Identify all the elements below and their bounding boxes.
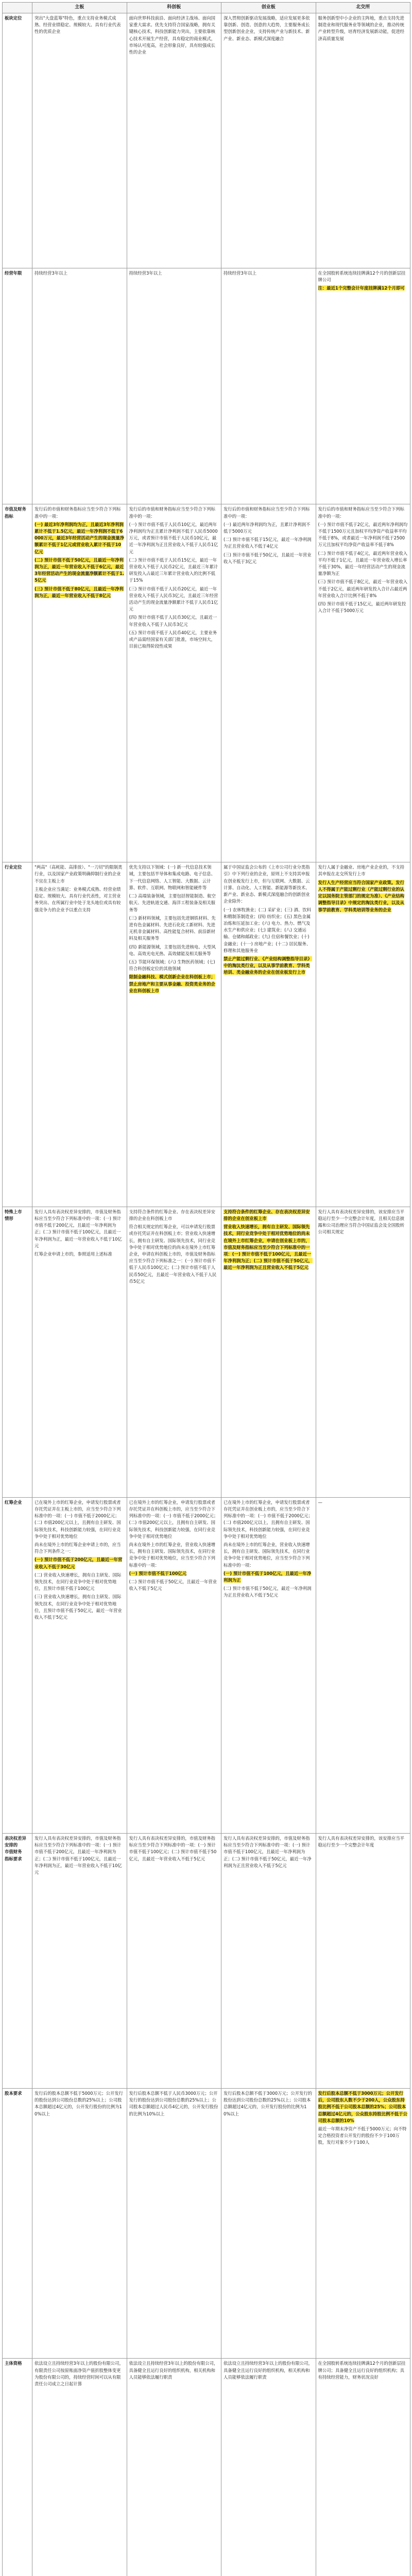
cell-text: 依法设立且持续经营3年以上的股份有限公司，具备健全且运行良好的组织机构，相关机构和人员能够依法履行职责 [224,2361,313,2380]
cell-text: (二) 预计市值不低于人民币15亿元，最近一年营业收入不低于人民币2亿元，且最近三年累计研发投入占最近三年累计营业收入的比例不低于15% [129,557,218,583]
cell-paragraph [129,270,219,277]
cell-main-board [32,268,127,504]
row-label: 经营年限 [3,268,32,504]
cell-text: 发行人具有表决权差异安排的，市值及财务指标应当至少符合下列标准中的一项：(一) 预计市值不低于200亿元，且最近一年净利润为正；(二) 预计市值不低于100亿元，且最近一年净利润为正，最近一年营业收入不低于10亿元 [35,1836,122,1875]
cell-paragraph [318,2360,408,2381]
cell-text: 发行人具有表决权差异安排的，市值及财务指标应当至少符合下列标准中的一项：(一) 预计市值不低于100亿元；(二) 预计市值不低于50亿元，且最近一年营业收入不低于5亿元 [129,1836,217,1861]
cell-chinext [221,1834,316,2089]
cell-bse [316,1207,410,1497]
header-corner [3,3,32,13]
cell-paragraph [129,864,219,891]
cell-text: 依法设立且持续经营3年以上的股份有限公司，有限责任公司按原账面净资产值折股整体变更为股份有限公司的，持续经营时间可以从有限责任公司成立之日起计算 [35,2361,124,2387]
cell-text: 依法设立且持续经营3年以上的股份有限公司，具备健全且运行良好的组织机构，相关机构和人员能够依法履行职责 [129,2361,218,2380]
cell-chinext [221,268,316,504]
cell-bse [316,268,410,504]
cell-paragraph [318,864,408,877]
cell-bse [316,1497,410,1833]
cell-paragraph [129,1541,219,1569]
highlighted-text: 支持符合条件的红筹企业、存在表决权差异安排的企业在创业板上市 [224,1209,310,1221]
cell-paragraph [224,521,314,535]
cell-text: (二) 预计市值不低于15亿元，最近一年净利润为正且营业收入不低于4亿元 [224,537,312,549]
cell-text: 在全国股转系统连续挂牌满12个月的创新层挂牌公司 [318,270,406,283]
cell-paragraph [129,1579,219,1592]
cell-text: 最近一年期末净资产不低于5000万元；向不特定合格投资者公开发行的股份不少于100万股，发行对象不少于100人 [318,2126,407,2145]
cell-paragraph [129,974,219,994]
cell-paragraph [318,2090,408,2124]
table-row [3,1834,410,2089]
cell-star-market [127,13,221,268]
cell-text: 在全国股转系统连续挂牌满12个月的创新层挂牌公司；具备健全且运行良好的组织机构；具有持续经营能力，财务状况良好 [318,2361,406,2380]
cell-paragraph [35,1556,125,1570]
cell-star-market [127,862,221,1207]
cell-paragraph [224,552,314,565]
cell-text: 优先支持以下领域：(一) 新一代信息技术领域，主要包括半导体和集成电路、电子信息、下一代信息网络、人工智能、大数据、云计算、软件、互联网、物联网和智能硬件等 [129,865,215,890]
cell-main-board [32,2359,127,2576]
cell-text: 发行后的市值和财务指标应当至少符合下列标准中的一项： [318,506,404,519]
cell-text: (二) 预计市值不低于50亿元，且最近一年营业收入不低于5亿元 [129,1579,217,1591]
cell-main-board [32,1834,127,2089]
cell-paragraph [129,15,219,56]
cell-star-market [127,2089,221,2359]
cell-paragraph [224,956,314,976]
cell-text: 已在境外上市的红筹企业，申请发行股票或者存托凭证并在科创板上市的，应当至少符合下列标准中的一项：(一) 市值不低于2000亿元；(二) 市值200亿元以上，且拥有自主研发、国际领先技术，科技创新能力较强，在同行业竞争中处于相对优势地位 [129,1499,218,1539]
cell-paragraph [129,506,219,519]
cell-paragraph [129,1835,219,1862]
cell-text: (二) 高端装备领域，主要包括智能制造、航空航天、先进轨道交通、海洋工程装备及相关服务等 [129,893,216,912]
cell-chinext [221,13,316,268]
cell-bse [316,2359,410,2576]
cell-paragraph [129,959,219,972]
cell-text: (五) 预计市值不低于人民币40亿元，主要业务或产品需经国家有关部门批准，市场空间大，目前已取得阶段性成果 [129,630,217,649]
cell-text: 主板企业应当满足：业务模式成熟、经营业绩稳定、规模较大、具有行业代表性，对主营业务突出、在所属行业中处于龙头地位或具有较强竞争力的企业予以重点支持 [35,886,121,912]
table-row [3,504,410,862]
cell-star-market [127,504,221,862]
cell-paragraph [35,521,125,555]
cell-paragraph [318,15,408,42]
highlighted-text: 限制金融科技、模式创新企业在科创板上市；禁止房地产和主要从事金融、投资类业务的企业在科创板上市 [129,974,215,993]
cell-text: (三) 预计市值不低于人民币20亿元，最近一年营业收入不低于人民币3亿元，且最近三年经营活动产生的现金流量净额累计不低于人民币1亿元 [129,586,218,612]
cell-text: (一) 预计市值不低于2亿元，最近两年净利润均不低于1500万元且加权平均净资产收益率平均不低于8%，或者最近一年净利润不低于2500万元且加权平均净资产收益率不低于8% [318,521,408,548]
cell-text: 属于中国证监会公布的《上市公司行业分类指引》中下列行业的企业，原则上不支持其申报在创业板发行上市，但与互联网、大数据、云计算、自动化、人工智能、新能源等新技术、新产业、新业态、新模式深度融合的创新创业企业除外： [224,865,310,904]
highlighted-text: 发行人生产经营应当符合国家产业政策。发行人不得属于产能过剩行业（产能过剩行业的认定以国务院主管部门的规定为准）、《产业结构调整指导目录》中规定的淘汰类行业，以及从事学前教育、学科类培训等业务的企业 [318,879,404,912]
cell-chinext [221,1497,316,1833]
cell-text: 已在境外上市的红筹企业，申请发行股票或者存托凭证并在创业板上市的，应当至少符合下列标准中的一项：(一) 市值不低于2000亿元；(二) 市值200亿元以上，且拥有自主研发、国际领先技术，科技创新能力较强，在同行业竞争中处于相对优势地位 [224,1499,313,1539]
cell-text: 发行人具有表决权差异安排的，该安排应当平稳运行至少一个完整会计年度，且相关信息披露和公司治理应当符合中国证监会及全国股转公司相关规定 [318,1209,404,1235]
cell-text: (四) 预计市值不低于15亿元，最近两年研发投入合计不低于5000万元 [318,601,406,614]
cell-paragraph [129,521,219,555]
table-row [3,2359,410,2576]
cell-paragraph [35,886,125,913]
cell-text: 突出"大盘蓝筹"特色，重点支持业务模式成熟、经营业绩稳定、规模较大、具有行业代表性的优质企业 [35,15,121,35]
cell-paragraph [129,2090,219,2117]
cell-paragraph [224,1209,314,1222]
cell-paragraph [35,586,125,599]
cell-bse [316,862,410,1207]
cell-paragraph [35,1835,125,1876]
cell-paragraph [224,1224,314,1271]
cell-paragraph [129,1224,219,1285]
cell-main-board [32,504,127,862]
cell-paragraph [224,536,314,550]
cell-text: 发行后股本总额不低于人民币3000万元；公开发行的股份达到公司股份总数的25%以上；公司股本总额超过人民币4亿元的，公开发行股份的比例为10%以上 [129,2091,218,2116]
cell-text: (四) 预计市值不低于人民币30亿元，且最近一年营业收入不低于人民币3亿元 [129,615,217,627]
highlighted-text: 营业收入快速增长，拥有自主研发、国际领先技术，同行业竞争中处于相对优势地位的尚未在境外上市红筹企业，申请在创业板上市的，市值及财务指标应当至少符合下列标准中的一项：(一) 预计市值不低于100亿元，且最近一年净利润为正；(二) 预计市值不低于50亿元，最近一年净利润为正且营业收入不低于5亿元 [224,1224,313,1270]
row-label: 表决权差异 安排的 市值财务 指标要求 [3,1834,32,2089]
highlighted-text: (一) 预计市值不低于100亿元 [129,1570,187,1576]
cell-star-market [127,1834,221,2089]
cell-text: (三) 预计市值不低于50亿元，且最近一年营业收入不低于3亿元 [224,552,312,564]
cell-main-board [32,1497,127,1833]
cell-text: 发行人具有表决权差异安排的，市值及财务指标应当至少符合下列标准中的一项：(一) 预计市值不低于100亿元，且最近一年净利润为正；(二) 预计市值不低于50亿元，最近一年净利润为正且营业收入不低于5亿元 [224,1836,312,1868]
row-label: 股本要求 [3,2089,32,2359]
cell-text: (四) 新能源领域，主要包括先进核电、大型风电、高效光电光热、高效储能及相关服务等 [129,944,216,956]
cell-text: 支持符合条件的红筹企业、存在表决权差异安排的企业在科创板上市 [129,1209,215,1221]
highlighted-text: 禁止产能过剩行业、《产业结构调整指导目录》中的淘汰类行业，以及从事学前教育、学科类培训、类金融业务的企业在创业板发行上市 [224,956,312,975]
row-label: 主体资格 [3,2359,32,2576]
cell-paragraph [35,1209,125,1249]
cell-paragraph [318,579,408,599]
cell-text: (二) 预计市值不低于50亿元，最近一年净利润为正且营业收入不低于5亿元 [224,1586,312,1598]
cell-paragraph [318,1209,408,1236]
row-label: 红筹企业 [3,1497,32,1833]
cell-text: (二) 营业收入快速增长，拥有自主研发、国际领先技术，在同行业竞争中处于相对优势地位，且预计市值不低于100亿元 [35,1572,122,1591]
cell-text: (三) 预计市值不低于8亿元，最近一年营业收入不低于2亿元，最近两年研发投入合计占最近两年营业收入合计比例不低于8% [318,579,408,598]
cell-paragraph [35,270,125,277]
cell-paragraph [129,915,219,942]
cell-paragraph [318,270,408,283]
cell-paragraph [318,550,408,578]
highlighted-text: (一) 预计市值不低于100亿元，且最近一年净利润为正 [224,1570,312,1583]
cell-paragraph [318,879,408,913]
cell-paragraph [129,893,219,913]
listing-requirements-table [2,2,410,2576]
cell-paragraph [224,506,314,519]
row-label: 行业定位 [3,862,32,1207]
cell-paragraph [224,15,314,42]
comparison-table-container [2,2,410,2576]
cell-text: (三) 营业收入快速增长，拥有自主研发、国际领先技术，在同行业竞争中处于相对优势地位，且预计市值不低于50亿元，最近一年营业收入不低于5亿元 [35,1594,122,1620]
table-row [3,1497,410,1833]
cell-text: 面向世界科技前沿、面向经济主战场、面向国家重大需求。优先支持符合国家战略，拥有关键核心技术，科技创新能力突出，主要依靠核心技术开展生产经营，具有稳定的商业模式，市场认可度高，社会形象良好，具有较强成长性的企业 [129,15,215,55]
highlighted-text: (二) 预计市值不低于50亿元，且最近一年净利润为正，最近一年营业收入不低于6亿元，最近3年经营活动产生的现金流量净额累计不低于1.5亿元 [35,557,124,583]
cell-paragraph [224,1570,314,1584]
cell-paragraph [318,601,408,614]
cell-bse [316,13,410,268]
cell-text: 发行后的市值和财务指标应当至少符合下列标准中的一项： [129,506,215,519]
highlighted-text: 注：最近1个完整会计年度挂牌满12个月即可 [318,285,405,291]
highlighted-text: (一) 最近3年净利润均为正，且最近3年净利润累计不低于1.5亿元，最近一年净利润不低于6000万元，最近3年经营活动产生的现金流量净额累计不低于1亿元或营业收入累计不低于10亿元 [35,521,125,554]
cell-main-board [32,1207,127,1497]
highlighted-text: (三) 预计市值不低于80亿元，且最近一年净利润为正，最近一年营业收入不低于8亿元 [35,586,124,598]
cell-text: 发行人属于金融业、房地产业企业的，不支持其申报在北交所发行上市 [318,865,404,877]
cell-text: "两高"（高耗能、高排放）、"一刀切"的限制类行业，以及国家产业政策明确抑制行业的企业不宜在主板上市 [35,865,123,884]
cell-chinext [221,2359,316,2576]
cell-paragraph [35,2090,125,2117]
header-chinext: 创业板 [221,3,316,13]
cell-paragraph [224,2360,314,2381]
row-label: 特殊上市 情形 [3,1207,32,1497]
cell-text: 持续经营3年以上 [129,270,162,276]
cell-text: (三) 新材料领域，主要包括先进钢铁材料、先进有色金属材料、先进石化化工新材料、先进无机非金属材料、高性能复合材料、前沿新材料及相关服务等 [129,915,216,941]
cell-paragraph [318,506,408,519]
cell-paragraph [318,1499,408,1506]
header-main-board: 主板 [32,3,127,13]
cell-text: 发行后的股本总额不低于5000万元；公开发行的股份达到公司股份总数的25%以上；公司股本总额超过4亿元的，公开发行股份的比例为10%以上 [35,2091,124,2116]
cell-main-board [32,2089,127,2359]
cell-paragraph [224,1835,314,1869]
cell-chinext [221,1207,316,1497]
cell-paragraph [318,2126,408,2146]
cell-paragraph [318,285,408,292]
cell-bse [316,2089,410,2359]
table-row [3,862,410,1207]
table-row [3,1207,410,1497]
cell-text: 服务创新型中小企业的主阵地，重点支持先进制造业和现代服务业等领域的企业，推动传统产业转型升级，培育经济发展新动能，促进经济高质量发展 [318,15,404,41]
cell-text: 发行后股本总额不低于3000万元；公开发行的股份达到公司股份总数的25%以上；公司股本总额超过4亿元的，公开发行股份的比例为10%以上 [224,2091,313,2116]
cell-text: 符合相关规定的红筹企业，可以申请发行股票或存托凭证并在科创板上市；营业收入快速增长，拥有自主研发、国际领先技术，同行业竞争中处于相对优势地位的尚未在境外上市红筹企业，申请在科创板上市的，市值及财务指标应当至少符合下列标准之一：(一) 预计市值不低于人民币100亿元；(二) 预计市值不低于人民币50亿元，且最近一年营业收入不低于人民币5亿元 [129,1224,217,1284]
cell-text: 发行人具有表决权差异安排的，该安排应当平稳运行至少一个完整会计年度 [318,1836,404,1848]
cell-text: 持续经营3年以上 [35,270,67,276]
cell-paragraph [129,944,219,957]
cell-paragraph [129,1570,219,1577]
highlighted-text: 发行后股本总额不低于3000万元；公开发行后，公司股东人数不少于200人，公众股东持股比例不低于公司股本总额的25%；公司股本总额超过4亿元的，公众股东持股比例不低于公司股本总额的10% [318,2091,407,2123]
header-row [3,3,410,13]
header-star-market: 科创板 [127,3,221,13]
cell-paragraph [224,864,314,905]
cell-paragraph [318,1835,408,1849]
cell-text: 发行后的市值和财务指标应当至少符合下列标准中的一项： [35,506,121,519]
cell-text: 尚未在境外上市的红筹企业，营业收入快速增长，拥有自主研发、国际领先技术，在同行业竞争中处于相对优势地位，应当至少符合下列标准中的一项： [129,1541,215,1568]
cell-paragraph [129,586,219,613]
cell-text: 已在境外上市的红筹企业，申请发行股票或者存托凭证并在主板上市的，应当至少符合下列标准中的一项：(一) 市值不低于2000亿元；(二) 市值200亿元以上，且拥有自主研发、国际领先技术，科技创新能力较强，在同行业竞争中处于相对优势地位 [35,1499,121,1539]
cell-paragraph [224,1585,314,1599]
cell-star-market [127,2359,221,2576]
cell-paragraph [35,1541,125,1555]
cell-text: 深入贯彻创新驱动发展战略，适应发展更多依靠创新、创造、创意的大趋势，主要服务成长型创新创业企业，支持传统产业与新技术、新产业、新业态、新模式深度融合 [224,15,310,41]
header-bse: 北交所 [316,3,410,13]
cell-star-market [127,1207,221,1497]
cell-paragraph [224,1499,314,1540]
cell-text: 尚未在境外上市的红筹企业申请上市的，应当符合下列条件之一： [35,1541,121,1554]
cell-paragraph [129,2360,219,2381]
cell-paragraph [224,1541,314,1569]
table-header [3,3,410,13]
cell-paragraph [35,1251,125,1258]
cell-text: 发行人具有表决权差异安排的，市值及财务指标应当至少符合下列标准中的一项：(一) 预计市值不低于200亿元，且最近一年净利润为正；(二) 预计市值不低于100亿元，且最近一年净利润为正，最近一年营业收入不低于10亿元 [35,1209,122,1248]
row-label: 板块定位 [3,13,32,268]
cell-paragraph [224,907,314,954]
cell-text: 持续经营3年以上 [224,270,256,276]
cell-text: (五) 节能环保领域；(六) 生物医药领域；(七) 符合科创板定位的其他领域 [129,959,215,972]
cell-chinext [221,2089,316,2359]
cell-paragraph [35,1594,125,1621]
cell-paragraph [35,506,125,519]
cell-text: 发行后的市值和财务指标应当至少符合下列标准中的一项： [224,506,310,519]
cell-paragraph [129,1209,219,1222]
cell-text: 红筹企业申请上市的，参照适用上述标准 [35,1251,112,1257]
cell-star-market [127,268,221,504]
cell-bse [316,1834,410,2089]
cell-paragraph [35,557,125,584]
cell-paragraph [35,864,125,885]
cell-text: (一) 最近两年净利润均为正，且累计净利润不低于5000万元 [224,521,311,534]
cell-paragraph [224,270,314,277]
highlighted-text: (一) 预计市值不低于200亿元，且最近一年营业收入不低于30亿元 [35,1557,123,1569]
cell-main-board [32,862,127,1207]
cell-paragraph [129,557,219,584]
cell-text: (一) 预计市值不低于人民币10亿元，最近两年净利润均为正且累计净利润不低于人民币5000万元，或者预计市值不低于人民币10亿元，最近一年净利润为正且营业收入不低于人民币1亿元 [129,521,218,554]
cell-paragraph [35,1499,125,1540]
table-row [3,13,410,268]
cell-bse [316,504,410,862]
cell-paragraph [35,2360,125,2387]
cell-paragraph [129,1499,219,1540]
cell-paragraph [129,630,219,650]
cell-paragraph [129,614,219,628]
cell-paragraph [35,1572,125,1592]
cell-paragraph [318,521,408,549]
cell-text: — [318,1499,322,1505]
cell-text: (二) 预计市值不低于4亿元，最近两年营业收入平均不低于1亿元，且最近一年营业收入增长率不低于30%，最近一年经营活动产生的现金流量净额为正 [318,550,408,577]
table-row [3,268,410,504]
cell-chinext [221,862,316,1207]
table-row [3,2089,410,2359]
cell-paragraph [224,2090,314,2117]
cell-star-market [127,1497,221,1833]
cell-paragraph [35,15,125,36]
cell-text: (一) 农林牧渔业；(二) 采矿业；(三) 酒、饮料和精制茶制造业；(四) 纺织业；(五) 黑色金属冶炼和压延加工业；(六) 电力、热力、燃气及水生产和供应业；(七) 建筑业；(八) 交通运输、仓储和邮政业；(九) 住宿和餐饮业；(十) 金融业；(十一) 房地产业；(十二) 居民服务、修理和其他服务业 [224,907,311,953]
cell-text: 尚未在境外上市的红筹企业，营业收入快速增长，拥有自主研发、国际领先技术，在同行业竞争中处于相对优势地位，应当至少符合下列标准中的一项： [224,1541,310,1568]
row-label: 市值及财务指标 [3,504,32,862]
cell-main-board [32,13,127,268]
table-body [3,13,410,2576]
cell-chinext [221,504,316,862]
